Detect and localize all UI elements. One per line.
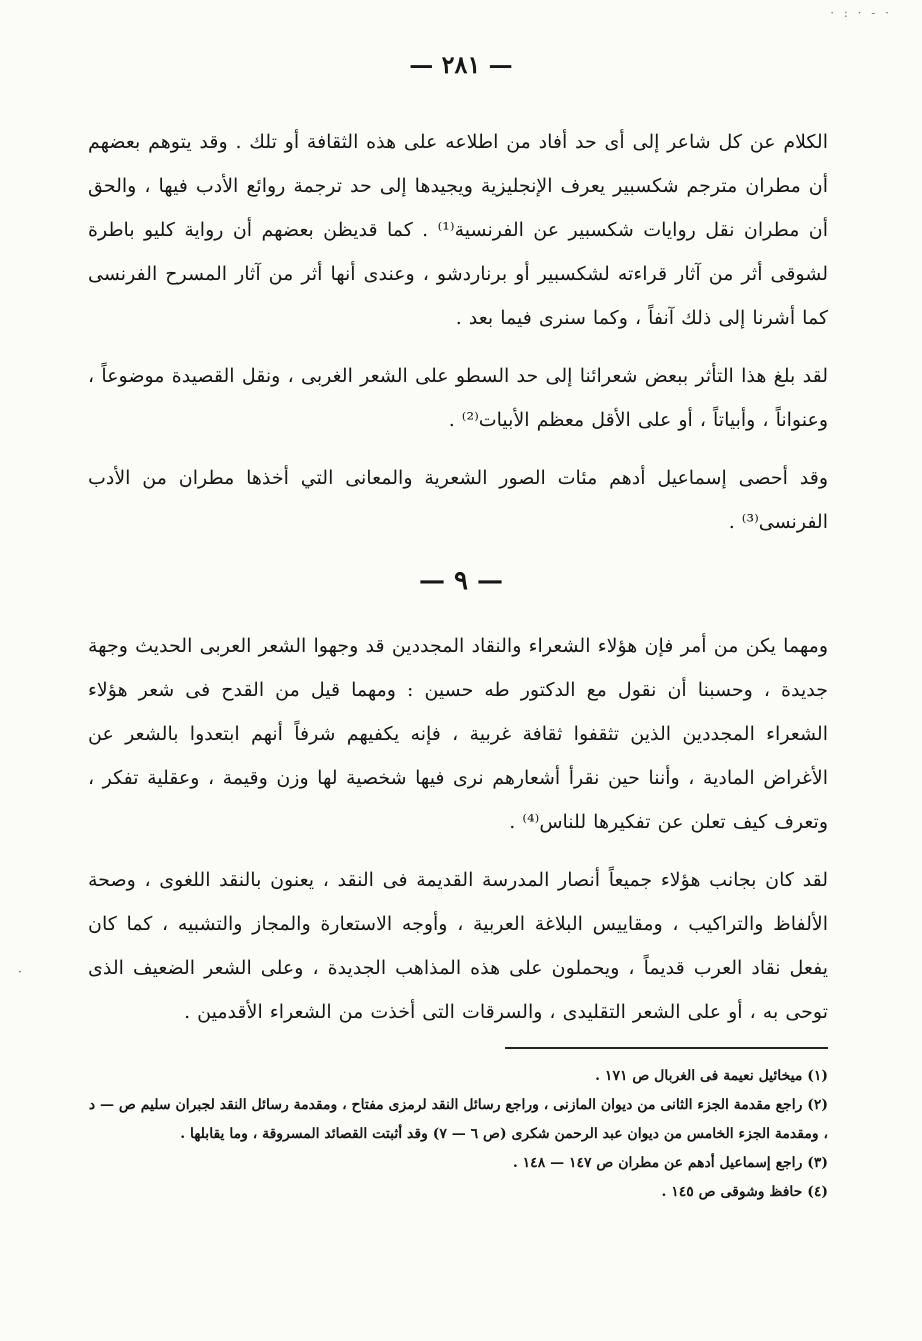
section-number: — ٩ — bbox=[418, 566, 504, 596]
paragraph: لقد كان بجانب هؤلاء جميعاً أنصار المدرسة القديمة فى النقد ، يعنون بالنقد اللغوى ، وصحة الألفاظ والتراكيب ، ومقاييس البلاغة العربية ، وأوجه الاستعارة والمجاز والتشبيه ، كما كان يفعل نقاد العرب قديماً ، ويحملون على هذه المذاهب الجديدة ، وعلى الشعر الضعيف الذى توحى به ، أو على الشعر التقليدى ، والسرقات التى أخذت من الشعراء الأقدمين . bbox=[88, 869, 828, 1023]
paragraph: الكلام عن كل شاعر إلى أى حد أفاد من اطلاعه على هذه الثقافة أو تلك . وقد يتوهم بعضهم أن مطران مترجم شكسبير يعرف الإنجليزية ويجيدها إلى حد ترجمة روائع الأدب فيها ، والحق أن مطران نقل روايات شكسبير عن الفرنسية⁽¹⁾ . كما قديظن بعضهم أن رواية كليو باطرة لشوقى أثر من آثار قراءته لشكسبير أو برناردشو ، وعندى أنها أثر من آثار المسرح الفرنسى كما أشرنا إلى ذلك آنفاً ، وكما سنرى فيما بعد . bbox=[88, 131, 828, 329]
paragraph: وقد أحصى إسماعيل أدهم مئات الصور الشعرية والمعانى التي أخذها مطران من الأدب الفرنسى⁽³⁾ . bbox=[88, 467, 828, 533]
text-block-top bbox=[88, 120, 828, 544]
footnote: (٤) حافظ وشوقى ص ١٤٥ . bbox=[661, 1184, 828, 1200]
footnote: (٣) راجع إسماعيل أدهم عن مطران ص ١٤٧ — ١٤٨ . bbox=[512, 1155, 828, 1171]
scan-speckle: · bbox=[18, 965, 22, 979]
footnotes bbox=[88, 1062, 828, 1207]
text-block-bottom bbox=[88, 624, 828, 1034]
footnote: (٢) راجع مقدمة الجزء الثانى من ديوان المازنى ، وراجع رسائل النقد لرمزى مفتاح ، ومقدمة رسائل النقد لجبران سليم ص — د ، ومقدمة الجزء الخامس من ديوان عبد الرحمن شكرى (ص ٦ — ٧) وقد أثبتت القصائد المسروقة ، وما يقابلها . bbox=[88, 1097, 828, 1142]
scan-speckles: · : · - · bbox=[830, 6, 892, 20]
paragraph: لقد بلغ هذا التأثر ببعض شعرائنا إلى حد السطو على الشعر الغربى ، ونقل القصيدة موضوعاً ، وعنواناً ، وأبياتاً ، أو على الأقل معظم الأبيات⁽²⁾ . bbox=[88, 365, 828, 431]
paragraph: ومهما يكن من أمر فإن هؤلاء الشعراء والنقاد المجددين قد وجهوا الشعر العربى الحديث وجهة جديدة ، وحسبنا أن نقول مع الدكتور طه حسين : ومهما قيل من القدح فى شعر هؤلاء الشعراء المجددين الذين تثقفوا ثقافة غربية ، فإنه يكفيهم شرفاً أنهم ابتعدوا بالشعر عن الأغراض المادية ، وأننا حين نقرأ أشعارهم نرى فيها شخصية لها وزن وقيمة ، وعقلية تفكر ، وتعرف كيف تعلن عن تفكيرها للناس⁽⁴⁾ . bbox=[88, 635, 828, 833]
footnote-separator bbox=[505, 1047, 828, 1049]
page-number: — ٢٨١ — bbox=[409, 50, 513, 79]
footnote: (١) ميخائيل نعيمة فى الغربال ص ١٧١ . bbox=[595, 1068, 828, 1084]
